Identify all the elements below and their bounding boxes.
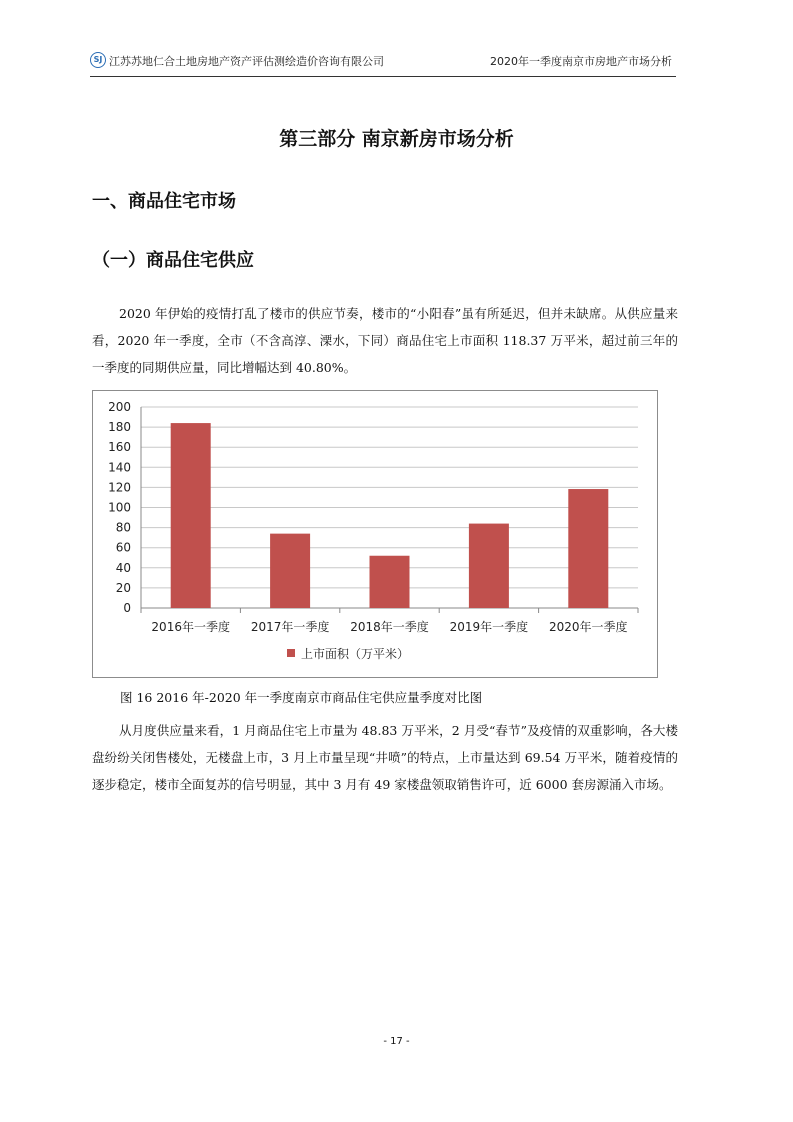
x-tick-label: 2016年一季度 — [151, 620, 230, 634]
bar-4 — [469, 524, 509, 608]
report-title: 2020年一季度南京市房地产市场分析 — [490, 55, 672, 68]
page-number: - 17 - — [383, 1036, 410, 1047]
bar-1 — [171, 423, 211, 608]
x-tick-label: 2019年一季度 — [449, 620, 529, 634]
chart-canvas — [93, 391, 659, 679]
x-tick-label: 2020年一季度 — [549, 620, 628, 634]
x-tick-label: 2017年一季度 — [250, 620, 330, 634]
bar-2 — [270, 534, 310, 608]
bar-3 — [370, 556, 410, 608]
y-tick-label: 100 — [108, 500, 131, 515]
y-tick-label: 80 — [115, 520, 131, 535]
y-tick-label: 180 — [108, 420, 131, 435]
legend-swatch — [287, 649, 295, 657]
y-tick-label: 60 — [115, 540, 131, 555]
subsection-heading: （一）商品住宅供应 — [92, 250, 254, 271]
company-name: 江苏苏地仁合土地房地产资产评估测绘造价咨询有限公司 — [109, 55, 384, 68]
y-tick-label: 20 — [115, 580, 131, 595]
supply-bar-chart — [92, 390, 658, 678]
legend-label: 上市面积（万平米） — [301, 647, 410, 661]
y-tick-label: 120 — [108, 480, 131, 495]
bar-5 — [568, 489, 608, 608]
part-title: 第三部分 南京新房市场分析 — [279, 128, 514, 150]
section-heading: 一、商品住宅市场 — [92, 191, 236, 212]
y-tick-label: 160 — [108, 440, 131, 455]
y-tick-label: 40 — [115, 560, 131, 575]
page-header — [90, 48, 676, 77]
y-tick-label: 0 — [123, 601, 131, 615]
x-tick-label: 2018年一季度 — [350, 620, 429, 634]
paragraph-monthly-supply: 从月度供应量来看，1 月商品住宅上市量为 48.83 万平米，2 月受“春节”及疫情的双重影响，各大楼盘纷纷关闭售楼处，无楼盘上市，3 月上市量呈现“井喷”的特点，上市量达到 69.54 万平米，随着疫情的逐步稳定，楼市全面复苏的信号明显，其中 3 月有 49 家楼盘领取销售许可，近 6000 套房源涌入市场。 — [92, 723, 678, 792]
y-tick-label: 200 — [108, 400, 131, 414]
paragraph-supply-overview: 2020 年伊始的疫情打乱了楼市的供应节奏，楼市的“小阳春”虽有所延迟，但并未缺席。从供应量来看，2020 年一季度，全市（不含高淳、溧水，下同）商品住宅上市面积 118.37 万平米，超过前三年的一季度的同期供应量，同比增幅达到 40.80%。 — [92, 306, 678, 375]
y-tick-label: 140 — [108, 460, 131, 475]
figure-caption: 图 16 2016 年-2020 年一季度南京市商品住宅供应量季度对比图 — [120, 690, 483, 705]
company-logo-icon: SJ — [90, 52, 106, 68]
